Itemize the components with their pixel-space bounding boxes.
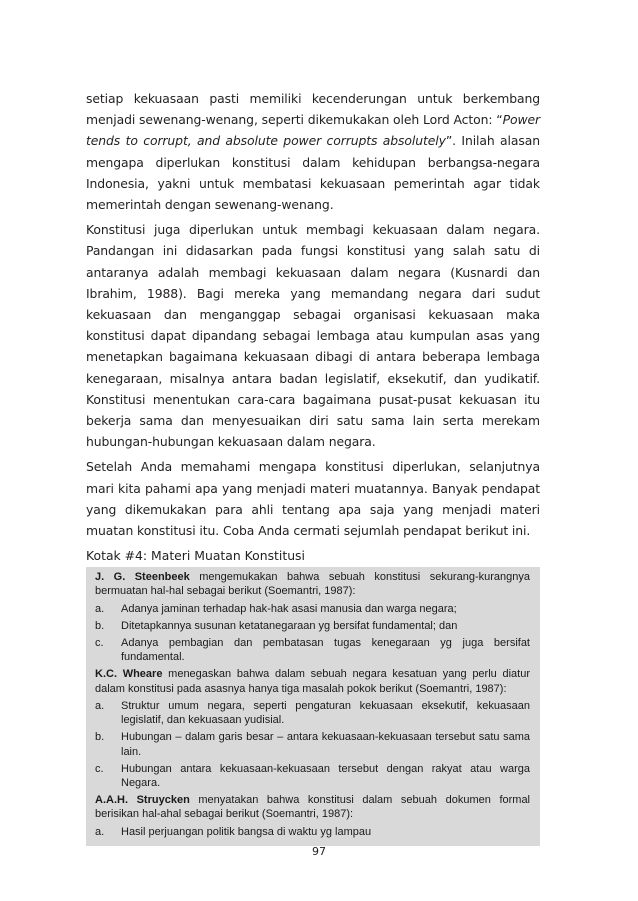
list-item: [95, 730, 530, 758]
intro-text: menegaskan bahwa dalam sebuah negara kesatuan yang perlu diatur dalam konstitusi pada asasnya hanya tiga masalah pokok berikut (Soemantri, 1987):: [95, 668, 530, 695]
list-item-text: Hubungan – dalam garis besar – antara kekuasaan-kekuasaan tersebut satu sama lain.: [121, 731, 530, 758]
paragraph-1-text-start: setiap kekuasaan pasti memiliki kecenderungan untuk berkembang menjadi sewenang-wenang, seperti dikemukakan oleh Lord Acton: “: [86, 91, 540, 128]
materi-muatan-box: [86, 567, 540, 845]
expert-name: A.A.H. Struycken: [95, 794, 190, 807]
list-marker: a.: [95, 825, 105, 838]
lord-acton-quote: Power tends to corrupt, and absolute power corrupts absolutely: [86, 112, 540, 149]
intro-text: mengemukakan bahwa sebuah konstitusi sekurang-kurangnya bermuatan hal-hal sebagai berikut (Soemantri, 1987):: [95, 571, 530, 598]
list-item-text: Hasil perjuangan politik bangsa di waktu yg lampau: [121, 825, 372, 838]
box-section-wheare: [95, 667, 530, 790]
list-item-text: Adanya pembagian dan pembatasan tugas kenegaraan yg juga bersifat fundamental.: [121, 637, 530, 664]
list-marker: a.: [95, 602, 105, 615]
list-item-text: Ditetapkannya susunan ketatanegaraan yg bersifat fundamental; dan: [121, 619, 458, 632]
box-title: Kotak #4: Materi Muatan Konstitusi: [86, 548, 305, 564]
paragraph-2: Konstitusi juga diperlukan untuk membagi kekuasaan dalam negara. Pandangan ini didasarkan pada fungsi konstitusi yang salah satu di antaranya adalah membagi kekuasaan dalam negara (Kusnardi dan Ibrahim, 1988). Bagi mereka yang memandang negara dari sudut kekuasaan dan menganggap sebagai organisasi kekuasaan maka konstitusi dapat dipandang sebagai lembaga atau kumpulan asas yang menetapkan bagaimana kekuasaan dibagi di antara beberapa lembaga kenegaraan, misalnya antara badan legislatif, eksekutif, dan yudikatif. Konstitusi menentukan cara-cara bagaimana pusat-pusat kekuasan itu bekerja sama dan menyesuaikan diri satu sama lain serta merekam hubungan-hubungan kekuasaan dalam negara.: [86, 222, 540, 450]
box-section-struycken: [95, 793, 530, 839]
list-item-text: Adanya jaminan terhadap hak-hak asasi manusia dan warga negara;: [121, 602, 457, 615]
section-intro: [95, 570, 530, 598]
intro-text: menyatakan bahwa konstitusi dalam sebuah dokumen formal berisikan hal-ahal sebagai berikut (Soemantri, 1987):: [95, 794, 531, 821]
page-content: [86, 88, 540, 846]
list-item: [95, 762, 530, 790]
expert-name: J. G. Steenbeek: [95, 571, 190, 584]
list-item-text: Struktur umum negara, seperti pengaturan kekuasaan eksekutif, kekuasaan legislatif, dan kekuasaan yudisial.: [121, 699, 530, 727]
list-item: [95, 825, 530, 839]
list-item: [95, 636, 530, 664]
list-marker: a.: [95, 699, 105, 712]
paragraph-1-text-end: ”. Inilah alasan mengapa diperlukan konstitusi dalam kehidupan berbangsa-negara Indonesia, yakni untuk membatasi kekuasaan pemerintah agar tidak memerintah dengan sewenang-wenang.: [86, 133, 540, 213]
list-marker: c.: [95, 762, 104, 775]
list-marker: b.: [95, 731, 105, 744]
list-item-text: Hubungan antara kekuasaan-kekuasaan tersebut dengan rakyat atau warga Negara.: [121, 762, 530, 789]
list-item: [95, 619, 530, 633]
list-item: [95, 602, 530, 616]
paragraph-3: Setelah Anda memahami mengapa konstitusi diperlukan, selanjutnya mari kita pahami apa yang menjadi materi muatannya. Banyak pendapat yang dikemukakan para ahli tentang apa saja yang menjadi materi muatan konstitusi itu. Coba Anda cermati sejumlah pendapat berikut ini.: [86, 459, 540, 539]
list-marker: c.: [95, 637, 104, 650]
paragraph-1: [86, 88, 540, 215]
list-marker: b.: [95, 619, 105, 632]
box-section-steenbeek: [95, 570, 530, 664]
section-intro: [95, 667, 530, 695]
page-number: 97: [312, 845, 326, 858]
list-item: [95, 699, 530, 727]
section-intro: [95, 793, 530, 821]
expert-name: K.C. Wheare: [95, 668, 163, 681]
